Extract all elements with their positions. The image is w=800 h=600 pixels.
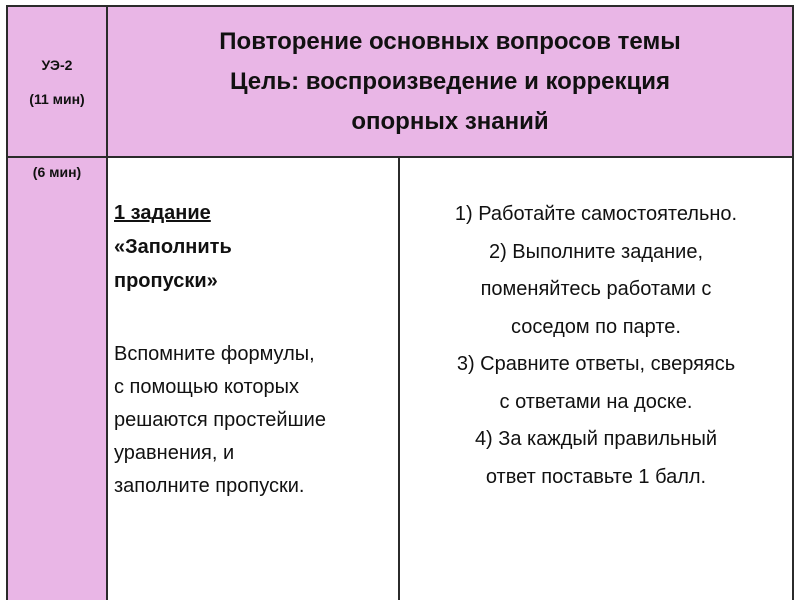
stage-cell [6, 5, 108, 158]
task-name-line-1: «Заполнить [114, 236, 232, 258]
task-number: 1 задание [114, 202, 211, 224]
title-line-1: Повторение основных вопросов темы [219, 27, 681, 55]
instruction-line: с ответами на доске. [499, 390, 693, 413]
row-time-cell [6, 158, 108, 600]
task-name-line-2: пропуски» [114, 270, 218, 292]
instruction-line: 4) За каждый правильный [474, 428, 718, 450]
task-cell [108, 158, 400, 600]
instructions-cell [400, 158, 794, 600]
row-time: (6 мин) [32, 164, 82, 180]
title-line-3: опорных знаний [351, 107, 549, 135]
task-text-line: заполните пропуски. [114, 475, 305, 497]
task-text-line: с помощью которых [114, 376, 300, 398]
instruction-line: соседом по парте. [511, 315, 681, 338]
task-text-line: Вспомните формулы, [114, 343, 315, 365]
instruction-line: 2) Выполните задание, [488, 240, 704, 263]
stage-time: (11 мин) [29, 90, 85, 107]
stage-code: УЭ-2 [41, 56, 73, 73]
instructions-list [400, 196, 792, 496]
title-line-2: Цель: воспроизведение и коррекция [229, 67, 671, 95]
instruction-line: поменяйтесь работами с [480, 278, 712, 300]
task-title [114, 196, 398, 298]
task-text-line: уравнения, и [114, 442, 235, 464]
title-cell [108, 5, 794, 158]
task-text-line: решаются простейшие [114, 409, 326, 431]
instruction-line: ответ поставьте 1 балл. [485, 465, 707, 488]
task-description [114, 338, 398, 503]
instruction-line: 1) Работайте самостоятельно. [454, 203, 738, 225]
instruction-line: 3) Сравните ответы, сверяясь [456, 353, 736, 375]
